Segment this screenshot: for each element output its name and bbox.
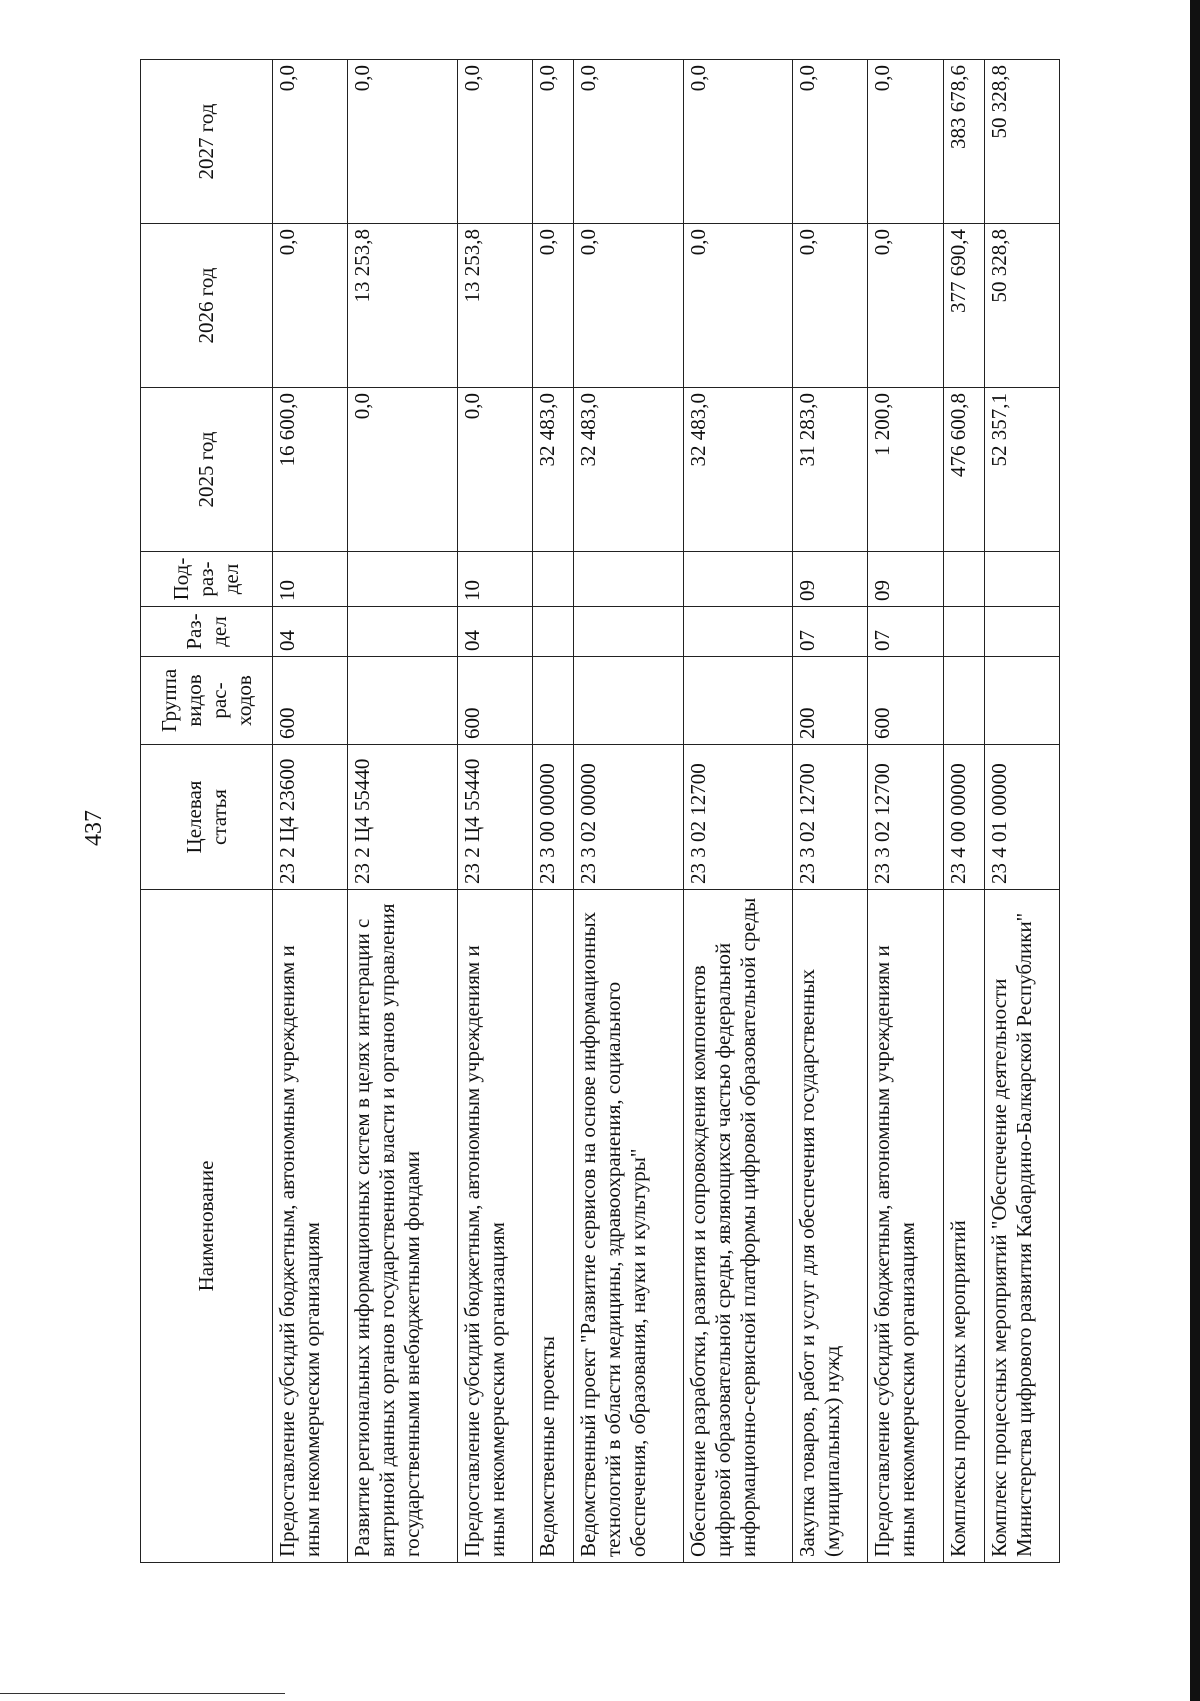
cell-expense-group: 600 — [457, 657, 532, 745]
cell-section — [943, 607, 984, 657]
cell-section — [683, 607, 792, 657]
table-row — [574, 60, 683, 1563]
cell-year-2026: 0,0 — [868, 224, 943, 388]
cell-target-article: 23 3 02 00000 — [574, 745, 683, 890]
scan-edge — [1190, 0, 1200, 1701]
table-row — [533, 60, 574, 1563]
cell-subsection — [533, 552, 574, 607]
cell-name: Предоставление субсидий бюджетным, автономным учреждениям и иным некоммерческим организациям — [868, 890, 943, 1563]
cell-name: Предоставление субсидий бюджетным, автономным учреждениям и иным некоммерческим организациям — [457, 890, 532, 1563]
cell-year-2025: 32 483,0 — [683, 388, 792, 552]
cell-year-2027: 0,0 — [793, 60, 868, 224]
cell-expense-group: 600 — [273, 657, 348, 745]
cell-section: 04 — [273, 607, 348, 657]
header-expense-group: Группа видов рас-ходов — [141, 657, 273, 745]
table-row — [348, 60, 457, 1563]
header-section: Раз-дел — [141, 607, 273, 657]
cell-name: Ведомственный проект "Развитие сервисов на основе информационных технологий в области медицины, здравоохранения, социального обеспечения, образования, науки и культуры" — [574, 890, 683, 1563]
cell-name: Развитие региональных информационных систем в целях интеграции с витриной данных органов государственной власти и органов управления государственными внебюджетными фондами — [348, 890, 457, 1563]
cell-section — [984, 607, 1059, 657]
cell-subsection — [984, 552, 1059, 607]
cell-section — [574, 607, 683, 657]
cell-target-article: 23 3 02 12700 — [868, 745, 943, 890]
cell-expense-group — [533, 657, 574, 745]
cell-year-2027: 0,0 — [574, 60, 683, 224]
budget-table-container — [140, 60, 1060, 1563]
table-row — [943, 60, 984, 1563]
cell-year-2027: 0,0 — [348, 60, 457, 224]
cell-name: Ведомственные проекты — [533, 890, 574, 1563]
cell-subsection: 10 — [273, 552, 348, 607]
cell-target-article: 23 2 Ц4 55440 — [348, 745, 457, 890]
cell-target-article: 23 4 00 00000 — [943, 745, 984, 890]
cell-subsection — [943, 552, 984, 607]
cell-target-article: 23 2 Ц4 55440 — [457, 745, 532, 890]
table-row — [793, 60, 868, 1563]
cell-subsection — [348, 552, 457, 607]
cell-target-article: 23 2 Ц4 23600 — [273, 745, 348, 890]
cell-target-article: 23 3 00 00000 — [533, 745, 574, 890]
cell-year-2027: 0,0 — [457, 60, 532, 224]
cell-section — [533, 607, 574, 657]
table-row — [868, 60, 943, 1563]
cell-year-2025: 0,0 — [457, 388, 532, 552]
cell-year-2026: 13 253,8 — [457, 224, 532, 388]
cell-subsection — [574, 552, 683, 607]
cell-subsection: 09 — [793, 552, 868, 607]
cell-year-2025: 16 600,0 — [273, 388, 348, 552]
table-header-row — [141, 60, 273, 1563]
cell-year-2026: 50 328,8 — [984, 224, 1059, 388]
header-name: Наименование — [141, 890, 273, 1563]
cell-year-2025: 32 483,0 — [533, 388, 574, 552]
cell-year-2025: 31 283,0 — [793, 388, 868, 552]
cell-expense-group — [984, 657, 1059, 745]
budget-table — [140, 59, 1060, 1563]
cell-name: Комплекс процессных мероприятий "Обеспечение деятельности Министерства цифрового развития Кабардино-Балкарской Республики" — [984, 890, 1059, 1563]
footer-divider — [0, 1693, 285, 1694]
cell-name: Комплексы процессных мероприятий — [943, 890, 984, 1563]
cell-year-2026: 0,0 — [273, 224, 348, 388]
cell-year-2027: 383 678,6 — [943, 60, 984, 224]
cell-expense-group — [683, 657, 792, 745]
cell-year-2026: 0,0 — [683, 224, 792, 388]
cell-subsection — [683, 552, 792, 607]
table-body — [273, 60, 1060, 1563]
cell-name: Обеспечение разработки, развития и сопровождения компонентов цифровой образовательной среды, являющихся частью федеральной информационно-сервисной платформы цифровой образовательной среды — [683, 890, 792, 1563]
cell-target-article: 23 4 01 00000 — [984, 745, 1059, 890]
cell-year-2025: 52 357,1 — [984, 388, 1059, 552]
cell-year-2026: 0,0 — [533, 224, 574, 388]
cell-expense-group — [943, 657, 984, 745]
cell-year-2025: 1 200,0 — [868, 388, 943, 552]
cell-expense-group — [348, 657, 457, 745]
cell-year-2027: 50 328,8 — [984, 60, 1059, 224]
cell-year-2025: 32 483,0 — [574, 388, 683, 552]
cell-year-2026: 0,0 — [793, 224, 868, 388]
header-year-2025: 2025 год — [141, 388, 273, 552]
cell-section: 07 — [793, 607, 868, 657]
cell-expense-group — [574, 657, 683, 745]
header-year-2027: 2027 год — [141, 60, 273, 224]
header-target-article: Целевая статья — [141, 745, 273, 890]
cell-year-2026: 377 690,4 — [943, 224, 984, 388]
table-row — [273, 60, 348, 1563]
cell-expense-group: 600 — [868, 657, 943, 745]
cell-name: Предоставление субсидий бюджетным, автономным учреждениям и иным некоммерческим организациям — [273, 890, 348, 1563]
cell-section — [348, 607, 457, 657]
cell-year-2025: 476 600,8 — [943, 388, 984, 552]
cell-year-2027: 0,0 — [868, 60, 943, 224]
cell-section: 07 — [868, 607, 943, 657]
cell-year-2026: 0,0 — [574, 224, 683, 388]
cell-year-2027: 0,0 — [683, 60, 792, 224]
cell-year-2025: 0,0 — [348, 388, 457, 552]
cell-target-article: 23 3 02 12700 — [793, 745, 868, 890]
cell-subsection: 10 — [457, 552, 532, 607]
table-row — [683, 60, 792, 1563]
header-subsection: Под-раз-дел — [141, 552, 273, 607]
page-number: 437 — [81, 810, 107, 846]
cell-expense-group: 200 — [793, 657, 868, 745]
cell-section: 04 — [457, 607, 532, 657]
cell-year-2027: 0,0 — [533, 60, 574, 224]
table-row — [457, 60, 532, 1563]
cell-target-article: 23 3 02 12700 — [683, 745, 792, 890]
cell-year-2027: 0,0 — [273, 60, 348, 224]
cell-subsection: 09 — [868, 552, 943, 607]
cell-name: Закупка товаров, работ и услуг для обеспечения государственных (муниципальных) нужд — [793, 890, 868, 1563]
header-year-2026: 2026 год — [141, 224, 273, 388]
table-row — [984, 60, 1059, 1563]
cell-year-2026: 13 253,8 — [348, 224, 457, 388]
